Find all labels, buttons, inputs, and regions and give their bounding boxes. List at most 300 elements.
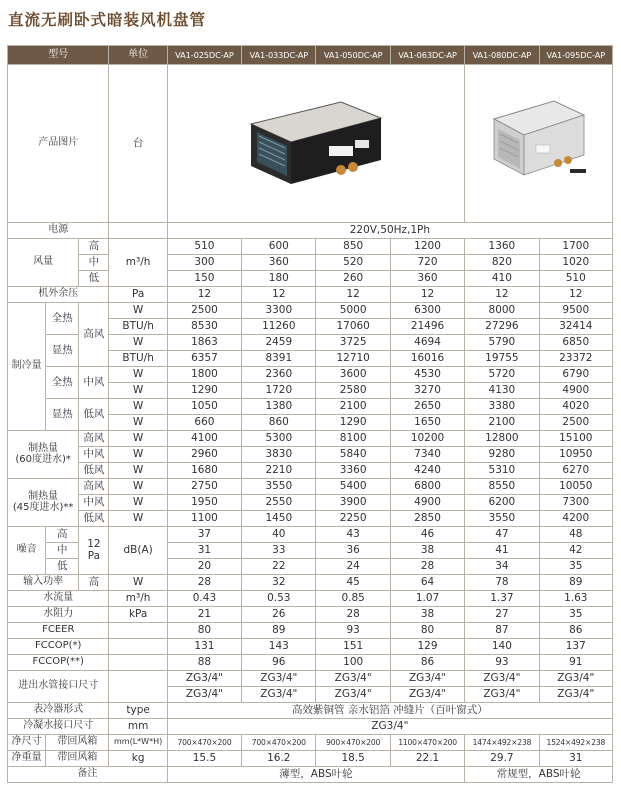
header-model-name: VA1-095DC-AP xyxy=(539,46,612,65)
value-cell: 2360 xyxy=(242,367,316,383)
value-cell: 46 xyxy=(390,527,464,543)
table-row xyxy=(8,367,613,383)
value-cell: 2650 xyxy=(390,399,464,415)
header-model-name: VA1-025DC-AP xyxy=(167,46,241,65)
value-cell: 8391 xyxy=(242,351,316,367)
value-cell: 510 xyxy=(539,271,612,287)
value-cell: 10050 xyxy=(539,479,612,495)
table-row xyxy=(8,735,613,751)
speed-label: 中风 xyxy=(79,495,109,511)
fccop1-label: FCCOP(*) xyxy=(8,639,109,655)
net-weight-sub: 带回风箱 xyxy=(46,751,109,767)
value-cell: 7340 xyxy=(390,447,464,463)
value-cell: 520 xyxy=(316,255,390,271)
table-row xyxy=(8,719,613,735)
value-cell: 41 xyxy=(465,543,539,559)
value-cell: 1020 xyxy=(539,255,612,271)
value-cell: 2459 xyxy=(242,335,316,351)
value-cell: 27296 xyxy=(465,319,539,335)
table-row xyxy=(8,65,613,223)
net-size-label: 净尺寸 xyxy=(8,735,46,751)
value-cell: 9280 xyxy=(465,447,539,463)
header-unit: 单位 xyxy=(109,46,167,65)
regular-unit-image xyxy=(465,65,613,223)
value-cell: 143 xyxy=(242,639,316,655)
table-row xyxy=(8,431,613,447)
value-cell: 45 xyxy=(316,575,390,591)
heating-label-line2: (45度进水)** xyxy=(12,501,74,513)
value-cell: 22.1 xyxy=(390,751,464,767)
value-cell: 150 xyxy=(167,271,241,287)
value-cell: 18.5 xyxy=(316,751,390,767)
speed-label: 高风 xyxy=(79,303,109,367)
noise-esp-unit: Pa xyxy=(87,549,101,562)
airflow-unit: m³/h xyxy=(109,239,167,287)
unit-cell: BTU/h xyxy=(109,319,167,335)
header-model: 型号 xyxy=(8,46,109,65)
exchanger-label: 表冷器形式 xyxy=(8,703,109,719)
value-cell: 4694 xyxy=(390,335,464,351)
speed-label: 中风 xyxy=(79,447,109,463)
value-cell: 89 xyxy=(242,623,316,639)
value-cell: 31 xyxy=(539,751,612,767)
cooling-total-label: 全热 xyxy=(46,367,79,399)
table-row xyxy=(8,511,613,527)
page-title: 直流无刷卧式暗装风机盘管 xyxy=(8,11,207,29)
value-cell: 5840 xyxy=(316,447,390,463)
value-cell: 35 xyxy=(539,607,612,623)
value-cell: 1100 xyxy=(167,511,241,527)
unit-cell: W xyxy=(109,383,167,399)
value-cell: ZG3/4" xyxy=(465,671,539,687)
value-cell: 1800 xyxy=(167,367,241,383)
speed-label: 低 xyxy=(46,559,79,575)
airflow-label: 风量 xyxy=(8,239,79,287)
value-cell: 260 xyxy=(316,271,390,287)
value-cell: 700×470×200 xyxy=(167,735,241,751)
value-cell: 78 xyxy=(465,575,539,591)
value-cell: 4240 xyxy=(390,463,464,479)
header-model-name: VA1-050DC-AP xyxy=(316,46,390,65)
value-cell: 24 xyxy=(316,559,390,575)
unit-cell: type xyxy=(109,703,167,719)
value-cell: 6790 xyxy=(539,367,612,383)
speed-label: 高 xyxy=(79,575,109,591)
value-cell: 1.37 xyxy=(465,591,539,607)
value-cell: 34 xyxy=(465,559,539,575)
value-cell: 40 xyxy=(242,527,316,543)
table-row xyxy=(8,447,613,463)
value-cell: 900×470×200 xyxy=(316,735,390,751)
value-cell: 700×470×200 xyxy=(242,735,316,751)
value-cell: 12 xyxy=(390,287,464,303)
value-cell: 5300 xyxy=(242,431,316,447)
value-cell: 1720 xyxy=(242,383,316,399)
water-pipe-label: 进出水管接口尺寸 xyxy=(8,671,109,703)
value-cell: 12 xyxy=(316,287,390,303)
value-cell: 96 xyxy=(242,655,316,671)
unit-cell: W xyxy=(109,303,167,319)
speed-label: 中 xyxy=(79,255,109,271)
value-cell: 3550 xyxy=(465,511,539,527)
value-cell: 6270 xyxy=(539,463,612,479)
table-row xyxy=(8,223,613,239)
value-cell: 6200 xyxy=(465,495,539,511)
value-cell: 38 xyxy=(390,543,464,559)
cooling-sensible-label: 显热 xyxy=(46,335,79,367)
esp-unit: Pa xyxy=(109,287,167,303)
heating45-label xyxy=(8,479,79,527)
value-cell: 1100×470×200 xyxy=(390,735,464,751)
value-cell: 15.5 xyxy=(167,751,241,767)
table-row xyxy=(8,255,613,271)
header-model-name: VA1-033DC-AP xyxy=(242,46,316,65)
header-model-name: VA1-063DC-AP xyxy=(390,46,464,65)
speed-label: 高风 xyxy=(79,431,109,447)
value-cell: 2550 xyxy=(242,495,316,511)
value-cell: 15100 xyxy=(539,431,612,447)
value-cell: 5790 xyxy=(465,335,539,351)
value-cell: 36 xyxy=(316,543,390,559)
value-cell: 0.53 xyxy=(242,591,316,607)
value-cell: 32 xyxy=(242,575,316,591)
product-image-unit: 台 xyxy=(109,65,167,223)
value-cell: 2500 xyxy=(167,303,241,319)
table-row xyxy=(8,591,613,607)
thin-unit-image xyxy=(167,65,464,223)
value-cell: 1474×492×238 xyxy=(465,735,539,751)
value-cell: 8550 xyxy=(465,479,539,495)
value-cell: 4200 xyxy=(539,511,612,527)
value-cell: ZG3/4" xyxy=(390,687,464,703)
value-cell: 17060 xyxy=(316,319,390,335)
water-flow-label: 水流量 xyxy=(8,591,109,607)
value-cell: 140 xyxy=(465,639,539,655)
speed-label: 低风 xyxy=(79,399,109,431)
unit-cell: BTU/h xyxy=(109,351,167,367)
product-image-label: 产品图片 xyxy=(8,65,109,223)
value-cell: 5720 xyxy=(465,367,539,383)
value-cell: 80 xyxy=(167,623,241,639)
input-power-label: 输入功率 xyxy=(8,575,79,591)
water-resistance-label: 水阻力 xyxy=(8,607,109,623)
value-cell: 2960 xyxy=(167,447,241,463)
table-row xyxy=(8,623,613,639)
value-cell: 33 xyxy=(242,543,316,559)
value-cell: 3300 xyxy=(242,303,316,319)
value-cell: 2750 xyxy=(167,479,241,495)
net-weight-label: 净重量 xyxy=(8,751,46,767)
table-row xyxy=(8,703,613,719)
value-cell: 93 xyxy=(465,655,539,671)
cooling-total-label: 全热 xyxy=(46,303,79,335)
remarks-regular: 常规型，ABS叶轮 xyxy=(465,767,613,783)
cooling-sensible-label: 显热 xyxy=(46,399,79,431)
value-cell: 26 xyxy=(242,607,316,623)
value-cell: 2210 xyxy=(242,463,316,479)
value-cell: 91 xyxy=(539,655,612,671)
remarks-label: 备注 xyxy=(8,767,168,783)
value-cell: 86 xyxy=(539,623,612,639)
table-row xyxy=(8,575,613,591)
unit-cell: W xyxy=(109,399,167,415)
value-cell: 11260 xyxy=(242,319,316,335)
value-cell: 3900 xyxy=(316,495,390,511)
table-row xyxy=(8,655,613,671)
value-cell: 1.07 xyxy=(390,591,464,607)
value-cell: ZG3/4" xyxy=(167,687,241,703)
value-cell: 600 xyxy=(242,239,316,255)
value-cell: 35 xyxy=(539,559,612,575)
value-cell: 360 xyxy=(390,271,464,287)
value-cell: ZG3/4" xyxy=(539,671,612,687)
noise-esp-value: 12 xyxy=(87,538,101,551)
value-cell: 180 xyxy=(242,271,316,287)
speed-label: 低风 xyxy=(79,511,109,527)
value-cell: 93 xyxy=(316,623,390,639)
header-model-name: VA1-080DC-AP xyxy=(465,46,539,65)
value-cell: 86 xyxy=(390,655,464,671)
speed-label: 高 xyxy=(46,527,79,543)
value-cell: 2100 xyxy=(316,399,390,415)
heating60-label xyxy=(8,431,79,479)
value-cell: 4020 xyxy=(539,399,612,415)
heating-label-line1: 制热量 xyxy=(28,443,59,454)
heating-label-line1: 制热量 xyxy=(28,491,59,502)
value-cell: 820 xyxy=(465,255,539,271)
value-cell: 21 xyxy=(167,607,241,623)
table-row xyxy=(8,303,613,319)
value-cell: 410 xyxy=(465,271,539,287)
spec-table xyxy=(7,45,613,783)
value-cell: 16016 xyxy=(390,351,464,367)
value-cell: 4900 xyxy=(539,383,612,399)
table-row xyxy=(8,607,613,623)
value-cell: 5400 xyxy=(316,479,390,495)
value-cell: 3380 xyxy=(465,399,539,415)
table-row xyxy=(8,287,613,303)
value-cell: ZG3/4" xyxy=(390,671,464,687)
thin-fan-coil-illustration xyxy=(231,84,401,204)
value-cell: ZG3/4" xyxy=(316,671,390,687)
speed-label: 高风 xyxy=(79,479,109,495)
unit-cell: kg xyxy=(109,751,167,767)
unit-cell: m³/h xyxy=(109,591,167,607)
value-cell: 12 xyxy=(167,287,241,303)
value-cell: 6300 xyxy=(390,303,464,319)
value-cell: 4100 xyxy=(167,431,241,447)
speed-label: 中风 xyxy=(79,367,109,399)
value-cell: 22 xyxy=(242,559,316,575)
value-cell: 3600 xyxy=(316,367,390,383)
value-cell: 29.7 xyxy=(465,751,539,767)
value-cell: 0.85 xyxy=(316,591,390,607)
speed-label: 中 xyxy=(46,543,79,559)
unit-cell: W xyxy=(109,575,167,591)
value-cell: 32414 xyxy=(539,319,612,335)
net-size-sub: 带回风箱 xyxy=(46,735,109,751)
unit-cell: W xyxy=(109,335,167,351)
noise-esp xyxy=(79,527,109,575)
value-cell: 151 xyxy=(316,639,390,655)
value-cell: 5000 xyxy=(316,303,390,319)
value-cell: 6357 xyxy=(167,351,241,367)
value-cell: 1290 xyxy=(316,415,390,431)
table-row xyxy=(8,495,613,511)
value-cell: 2500 xyxy=(539,415,612,431)
value-cell: 850 xyxy=(316,239,390,255)
value-cell: 28 xyxy=(390,559,464,575)
value-cell: 129 xyxy=(390,639,464,655)
value-cell: 89 xyxy=(539,575,612,591)
value-cell: ZG3/4" xyxy=(167,671,241,687)
value-cell: 1450 xyxy=(242,511,316,527)
value-cell: 87 xyxy=(465,623,539,639)
power-value: 220V,50Hz,1Ph xyxy=(167,223,612,239)
table-row xyxy=(8,751,613,767)
value-cell: 360 xyxy=(242,255,316,271)
exchanger-value: 高效紫铜管 亲水铝箔 冲缝片（百叶窗式） xyxy=(167,703,612,719)
value-cell: ZG3/4" xyxy=(465,687,539,703)
value-cell: 12 xyxy=(465,287,539,303)
value-cell: 660 xyxy=(167,415,241,431)
value-cell: 2850 xyxy=(390,511,464,527)
value-cell: 19755 xyxy=(465,351,539,367)
value-cell: ZG3/4" xyxy=(539,687,612,703)
empty-cell xyxy=(109,671,167,703)
fccop2-label: FCCOP(**) xyxy=(8,655,109,671)
unit-cell: W xyxy=(109,447,167,463)
condensate-value: ZG3/4" xyxy=(167,719,612,735)
speed-label: 低风 xyxy=(79,463,109,479)
unit-cell: W xyxy=(109,511,167,527)
table-row xyxy=(8,527,613,543)
value-cell: 1700 xyxy=(539,239,612,255)
value-cell: 1863 xyxy=(167,335,241,351)
value-cell: 28 xyxy=(167,575,241,591)
value-cell: 1680 xyxy=(167,463,241,479)
value-cell: ZG3/4" xyxy=(316,687,390,703)
unit-cell xyxy=(109,623,167,639)
value-cell: 1650 xyxy=(390,415,464,431)
remarks-thin: 薄型，ABS叶轮 xyxy=(167,767,464,783)
unit-cell: mm xyxy=(109,719,167,735)
empty-cell xyxy=(109,223,167,239)
value-cell: ZG3/4" xyxy=(242,687,316,703)
value-cell: 9500 xyxy=(539,303,612,319)
value-cell: 23372 xyxy=(539,351,612,367)
table-row xyxy=(8,463,613,479)
unit-cell: W xyxy=(109,431,167,447)
value-cell: 1.63 xyxy=(539,591,612,607)
value-cell: 27 xyxy=(465,607,539,623)
value-cell: 12 xyxy=(539,287,612,303)
value-cell: 4130 xyxy=(465,383,539,399)
table-row xyxy=(8,239,613,255)
value-cell: 80 xyxy=(390,623,464,639)
value-cell: 2250 xyxy=(316,511,390,527)
unit-cell: W xyxy=(109,463,167,479)
fceer-label: FCEER xyxy=(8,623,109,639)
value-cell: 0.43 xyxy=(167,591,241,607)
value-cell: 88 xyxy=(167,655,241,671)
table-row xyxy=(8,479,613,495)
value-cell: 1380 xyxy=(242,399,316,415)
value-cell: 6800 xyxy=(390,479,464,495)
value-cell: 720 xyxy=(390,255,464,271)
value-cell: 300 xyxy=(167,255,241,271)
value-cell: 48 xyxy=(539,527,612,543)
value-cell: 1290 xyxy=(167,383,241,399)
value-cell: 4900 xyxy=(390,495,464,511)
value-cell: 10200 xyxy=(390,431,464,447)
value-cell: 860 xyxy=(242,415,316,431)
value-cell: 3725 xyxy=(316,335,390,351)
value-cell: 1200 xyxy=(390,239,464,255)
value-cell: 131 xyxy=(167,639,241,655)
value-cell: 20 xyxy=(167,559,241,575)
value-cell: 12710 xyxy=(316,351,390,367)
value-cell: 43 xyxy=(316,527,390,543)
table-row xyxy=(8,639,613,655)
table-row xyxy=(8,46,613,65)
condensate-label: 冷凝水接口尺寸 xyxy=(8,719,109,735)
value-cell: 1360 xyxy=(465,239,539,255)
value-cell: 21496 xyxy=(390,319,464,335)
value-cell: 1524×492×238 xyxy=(539,735,612,751)
power-label: 电源 xyxy=(8,223,109,239)
value-cell: 510 xyxy=(167,239,241,255)
table-row xyxy=(8,399,613,415)
value-cell: 47 xyxy=(465,527,539,543)
value-cell: 10950 xyxy=(539,447,612,463)
noise-label: 噪音 xyxy=(8,527,46,575)
value-cell: 38 xyxy=(390,607,464,623)
table-row xyxy=(8,271,613,287)
value-cell: 2100 xyxy=(465,415,539,431)
unit-cell xyxy=(109,639,167,655)
speed-label: 低 xyxy=(79,271,109,287)
unit-cell: W xyxy=(109,479,167,495)
unit-cell: mm(L*W*H) xyxy=(109,735,167,751)
heating-label-line2: (60度进水)* xyxy=(15,453,71,465)
value-cell: 1950 xyxy=(167,495,241,511)
unit-cell: W xyxy=(109,367,167,383)
value-cell: ZG3/4" xyxy=(242,671,316,687)
value-cell: 3270 xyxy=(390,383,464,399)
value-cell: 5310 xyxy=(465,463,539,479)
value-cell: 64 xyxy=(390,575,464,591)
value-cell: 8530 xyxy=(167,319,241,335)
value-cell: 2580 xyxy=(316,383,390,399)
unit-cell: W xyxy=(109,415,167,431)
value-cell: 37 xyxy=(167,527,241,543)
value-cell: 3550 xyxy=(242,479,316,495)
unit-cell xyxy=(109,655,167,671)
noise-unit: dB(A) xyxy=(109,527,167,575)
value-cell: 28 xyxy=(316,607,390,623)
value-cell: 12800 xyxy=(465,431,539,447)
value-cell: 3830 xyxy=(242,447,316,463)
value-cell: 42 xyxy=(539,543,612,559)
value-cell: 100 xyxy=(316,655,390,671)
value-cell: 12 xyxy=(242,287,316,303)
value-cell: 6850 xyxy=(539,335,612,351)
table-row xyxy=(8,767,613,783)
speed-label: 高 xyxy=(79,239,109,255)
value-cell: 7300 xyxy=(539,495,612,511)
value-cell: 16.2 xyxy=(242,751,316,767)
